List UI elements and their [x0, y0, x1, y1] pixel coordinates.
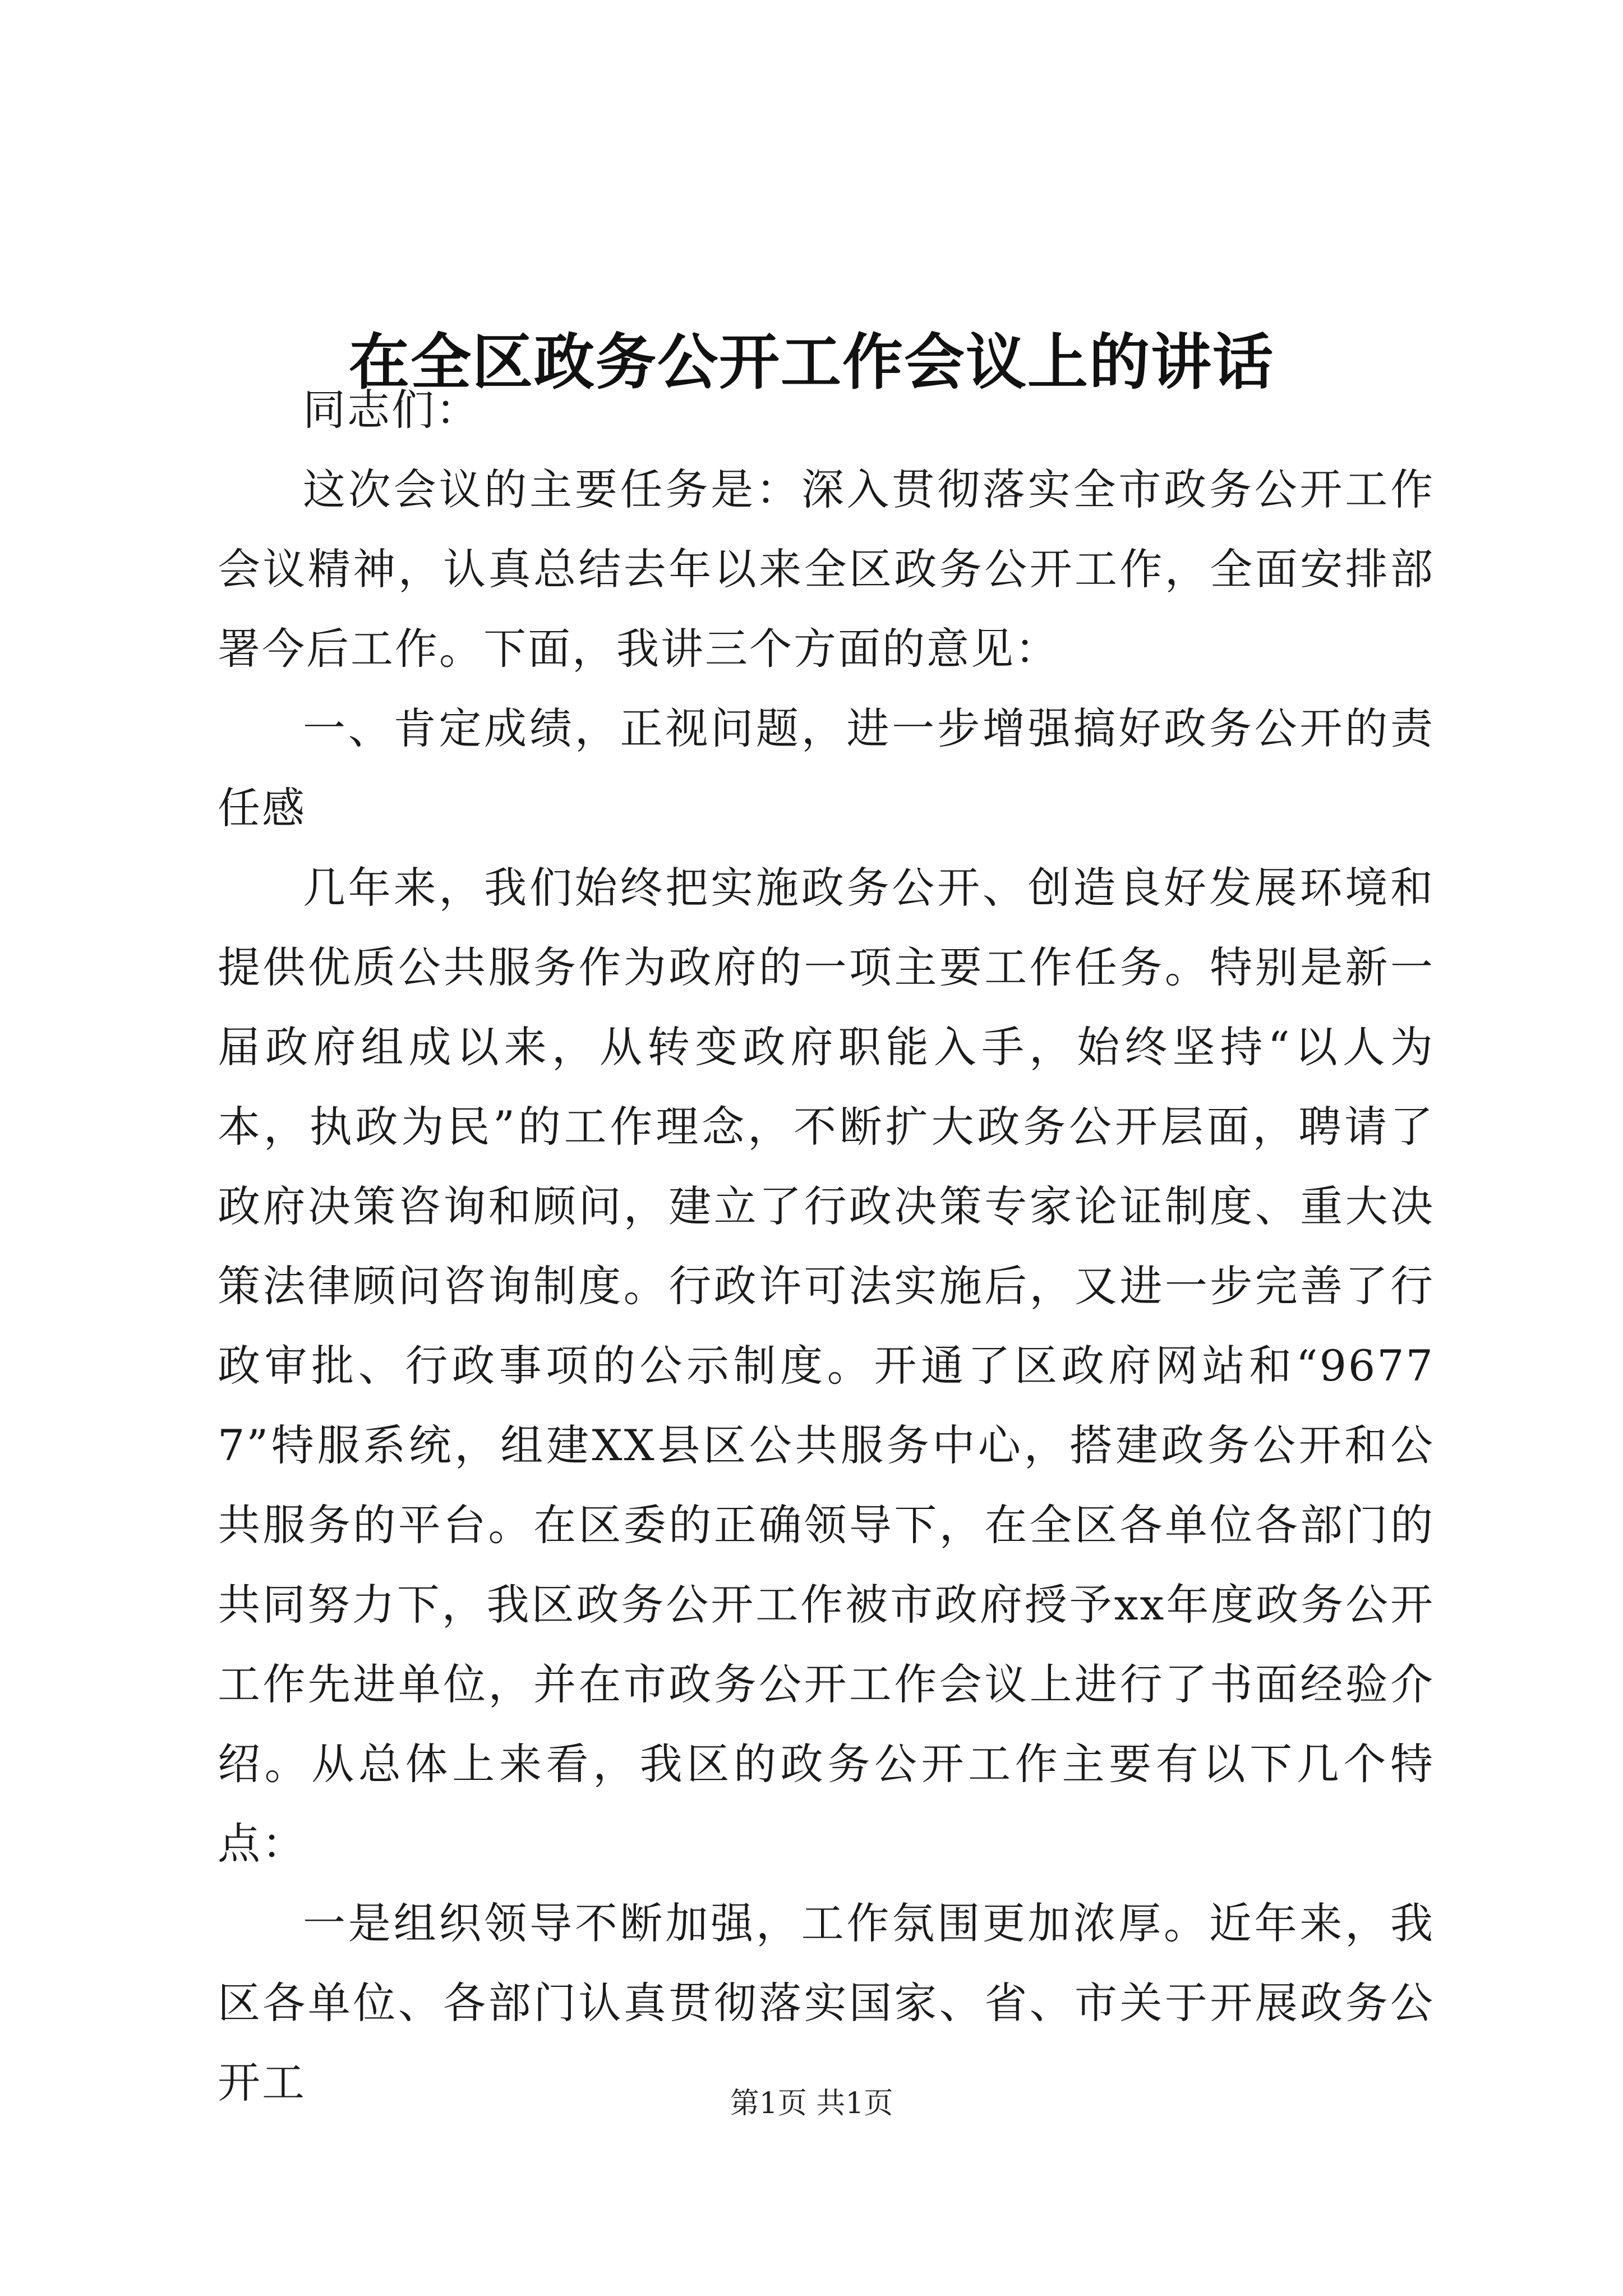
page-footer: 第1页 共1页	[730, 2087, 893, 2120]
paragraph-intro: 这次会议的主要任务是：深入贯彻落实全市政务公开工作会议精神，认真总结去年以来全区政务公开工作，全面安排部署今后工作。下面，我讲三个方面的意见：	[218, 464, 1435, 674]
paragraph-achievements: 几年来，我们始终把实施政务公开、创造良好发展环境和提供优质公共服务作为政府的一项主要工作任务。特别是新一届政府组成以来，从转变政府职能入手，始终坚持“以人为本，执政为民”的工作理念，不断扩大政务公开层面，聘请了政府决策咨询和顾问，建立了行政决策专家论证制度、重大决策法律顾问咨询制度。行政许可法实施后，又进一步完善了行政审批、行政事项的公示制度。开通了区政府网站和“96777”特服系统，组建XX县区公共服务中心，搭建政务公开和公共服务的平台。在区委的正确领导下，在全区各单位各部门的共同努力下，我区政务公开工作被市政府授予xx年度政务公开工作先进单位，并在市政务公开工作会议上进行了书面经验介绍。从总体上来看，我区的政务公开工作主要有以下几个特点：	[218, 863, 1435, 1869]
paragraph-feature-1: 一是组织领导不断加强，工作氛围更加浓厚。近年来，我区各单位、各部门认真贯彻落实国家、省、市关于开展政务公开工	[218, 1898, 1435, 2108]
document-title: 在全区政务公开工作会议上的讲话	[348, 328, 1274, 398]
section-heading-1: 一、肯定成绩，正视问题，进一步增强搞好政务公开的责任感	[218, 703, 1435, 833]
document-body	[218, 370, 1435, 2123]
salutation: 同志们：	[303, 385, 480, 435]
